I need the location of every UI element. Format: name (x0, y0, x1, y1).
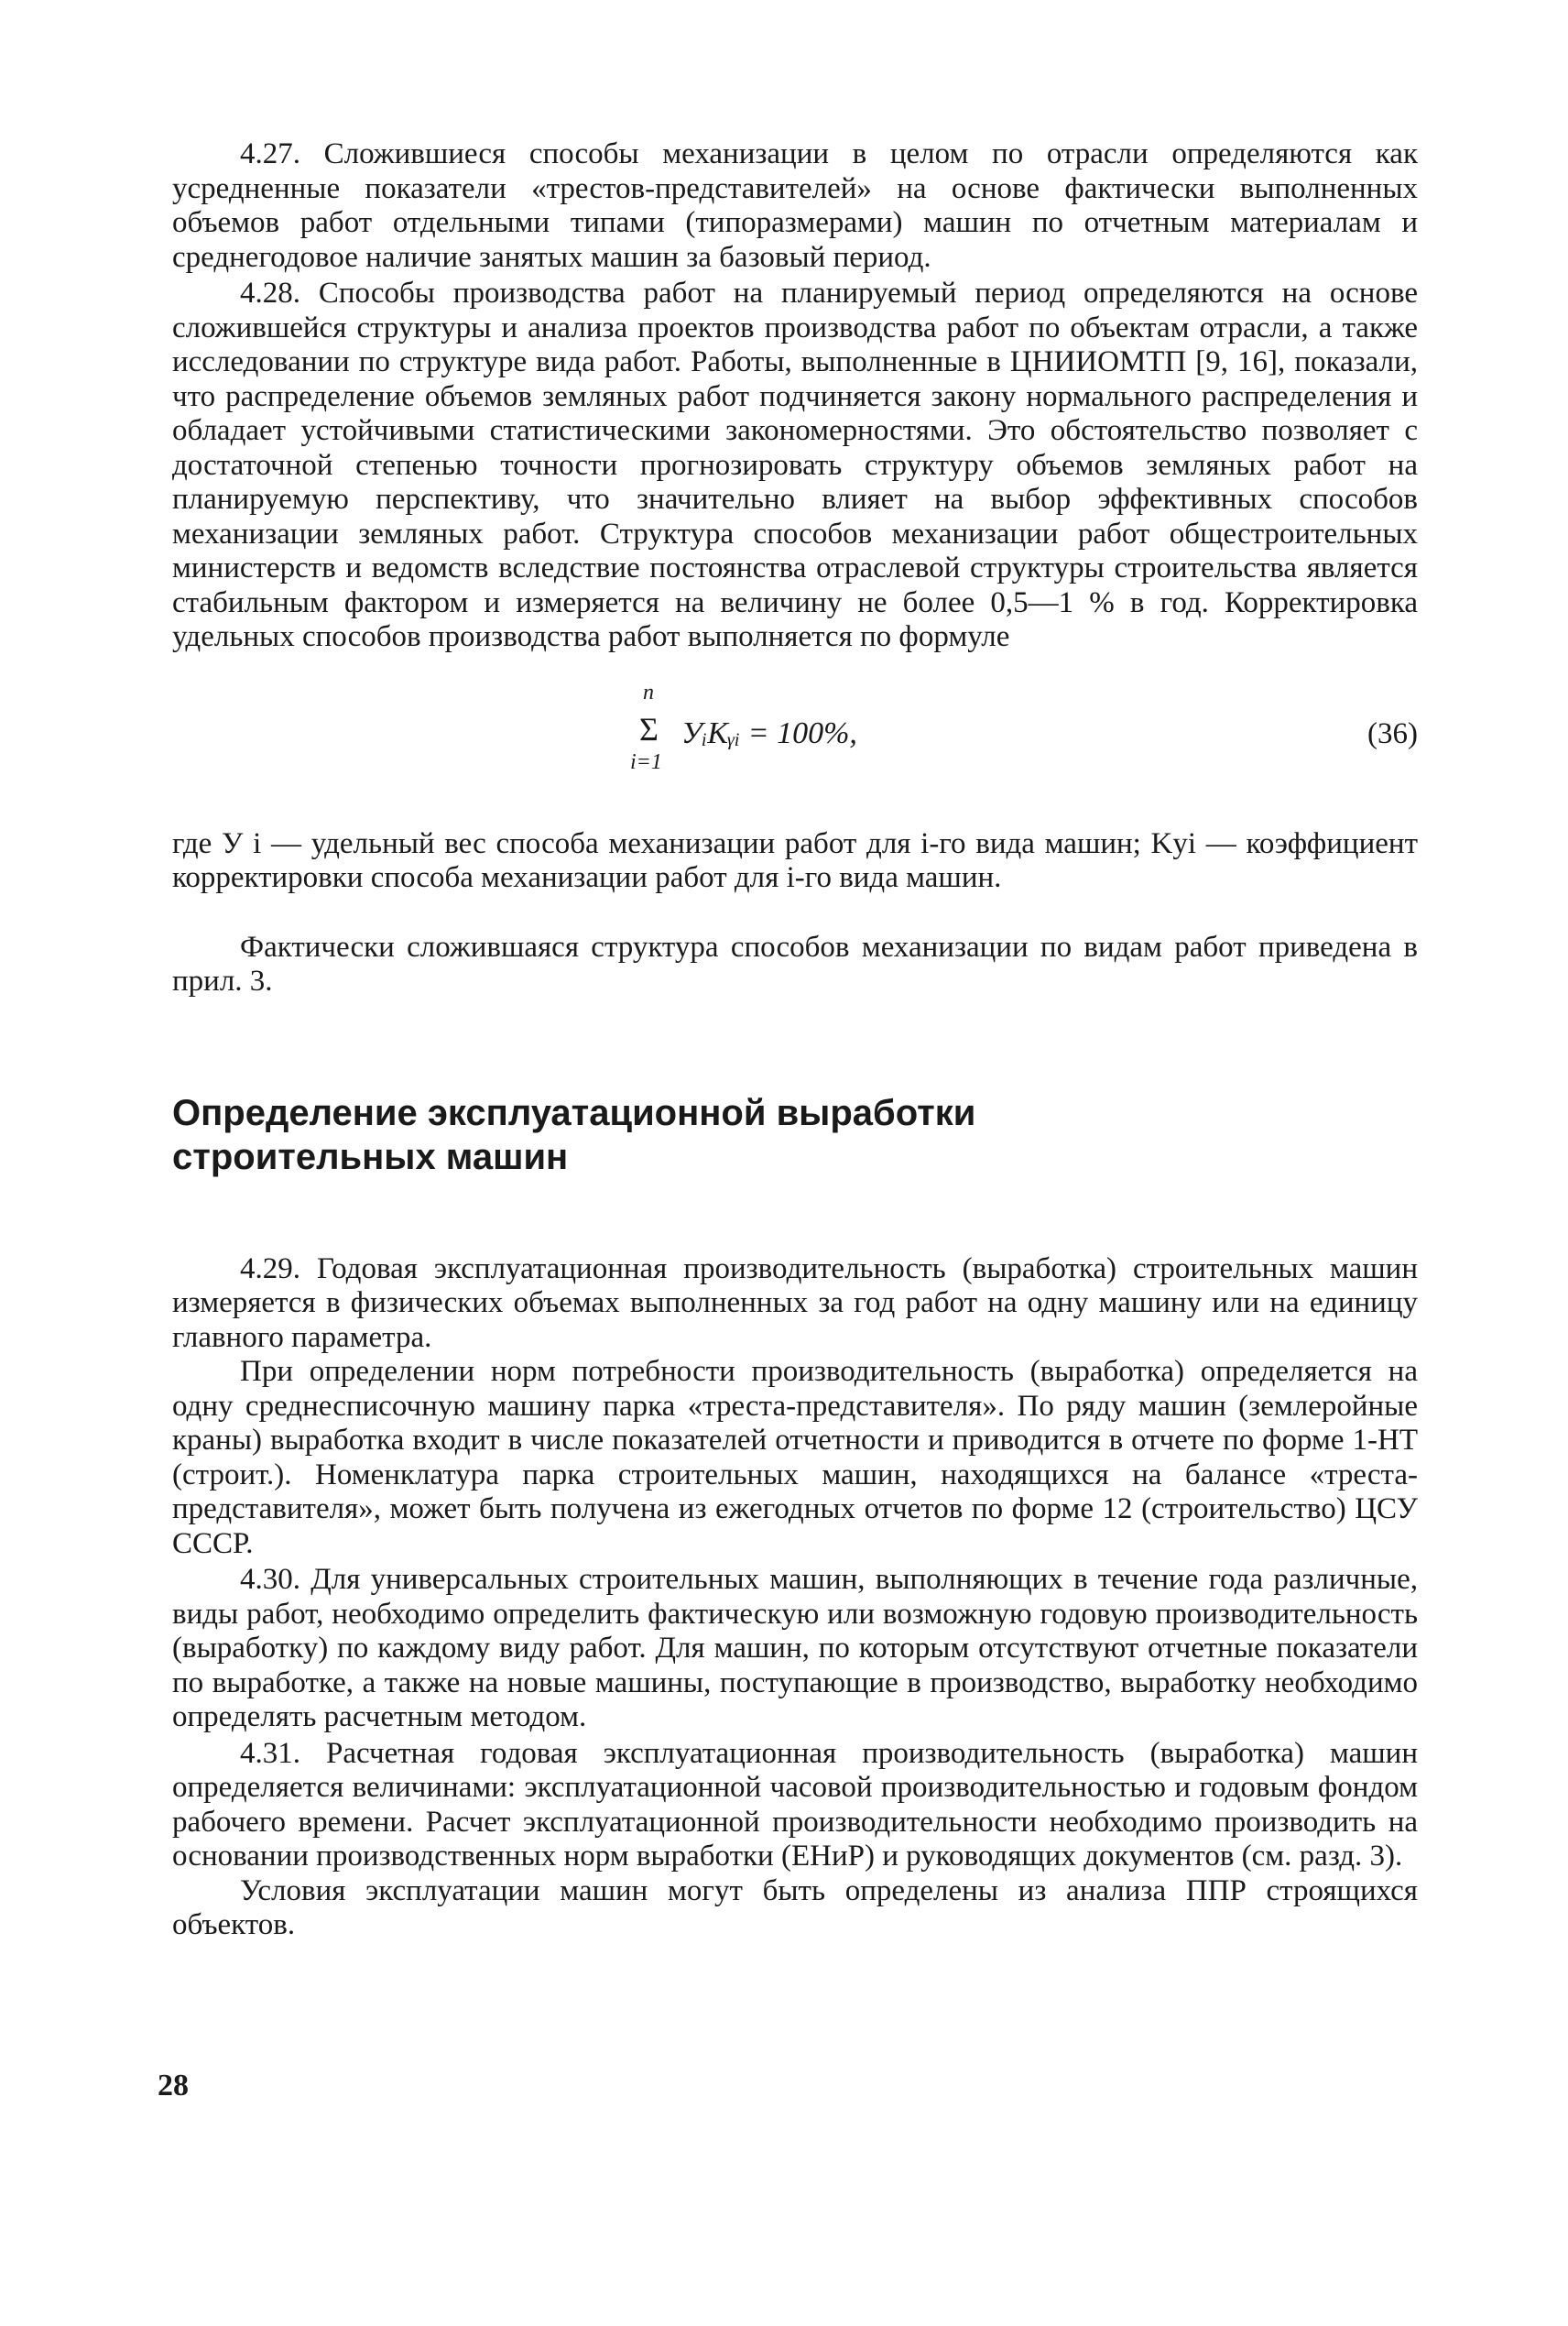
formula-definitions (172, 827, 1418, 896)
heading-line-2: строительных машин (172, 1136, 569, 1177)
heading-line-1: Определение эксплуатационной выработки (172, 1092, 976, 1133)
summation-formula (630, 679, 996, 800)
sum-upper-limit: n (643, 680, 654, 704)
paragraph-4-27: 4.27. Сложившиеся способы механизации в целом по отрасли определяются как усредненные показатели «трестов-представителей» на основе фактически выполненных объемов работ отдельными типами (типоразмерами) машин по отчетным материалам и среднегодовое наличие занятых машин за базовый период. (172, 137, 1418, 274)
sum-sign: Σ (639, 710, 659, 748)
equation-number: (36) (1367, 716, 1418, 750)
definitions-text: где У i — удельный вес способа механизации работ для i-го вида машин; Kуi — коэффициент корректировки способа механизации работ для i-го вида машин. (172, 826, 1418, 894)
formula-36 (172, 679, 1418, 800)
paragraph-4-31: 4.31. Расчетная годовая эксплуатационная производительность (выработка) машин определяется величинами: эксплуатационной часовой производительностью и годовым фондом рабочего времени. Расчет эксплуатационной производительности необходимо производить на основании производственных норм выработки (ЕНиР) и руководящих документов (см. разд. 3). (172, 1736, 1418, 1873)
page-body (172, 137, 1418, 1943)
paragraph-4-28: 4.28. Способы производства работ на планируемый период определяются на основе сложившейся структуры и анализа проектов производства работ по объектам отрасли, а также исследовании по структуре вида работ. Работы, выполненные в ЦНИИОМТП [9, 16], показали, что распределение объемов земляных работ подчиняется закону нормального распределения и обладает устойчивыми статистическими закономерностями. Это обстоятельство позволяет с достаточной степенью точности прогнозировать структуру объемов земляных работ на планируемую перспективу, что значительно влияет на выбор эффективных способов механизации земляных работ. Структура способов механизации работ общестроительных министерств и ведомств вследствие постоянства отраслевой структуры строительства является стабильным фактором и измеряется на величину не более 0,5—1 % в год. Корректировка удельных способов производства работ выполняется по формуле (172, 277, 1418, 653)
formula-expression: УᵢKᵧᵢ = 100%, (681, 715, 857, 750)
structure-note: Фактически сложившаяся структура способов механизации по видам работ приведена в прил. 3. (172, 930, 1418, 998)
paragraph-norms: При определении норм потребности производительность (выработка) определяется на одну среднесписочную машину парка «треста-представителя». По ряду машин (землеройные краны) выработка входит в числе показателей отчетности и приводится в отчете по форме 1-НТ (строит.). Номенклатура парка строительных машин, находящихся на балансе «треста-представителя», может быть получена из ежегодных отчетов по форме 12 (строительство) ЦСУ СССР. (172, 1355, 1418, 1560)
section-heading (172, 1091, 1418, 1179)
paragraph-4-29: 4.29. Годовая эксплуатационная производительность (выработка) строительных машин измеряется в физических объемах выполненных за год работ на одну машину или на единицу главного параметра. (172, 1251, 1418, 1354)
page-number: 28 (158, 2069, 189, 2102)
sum-lower-limit: i=1 (630, 749, 662, 774)
paragraph-4-30: 4.30. Для универсальных строительных машин, выполняющих в течение года различные, виды работ, необходимо определить фактическую или возможную годовую производительность (выработку) по каждому виду работ. Для машин, по которым отсутствуют отчетные показатели по выработке, а также на новые машины, поступающие в производство, выработку необходимо определять расчетным методом. (172, 1563, 1418, 1733)
paragraph-conditions: Условия эксплуатации машин могут быть определены из анализа ППР строящихся объектов. (172, 1873, 1418, 1941)
